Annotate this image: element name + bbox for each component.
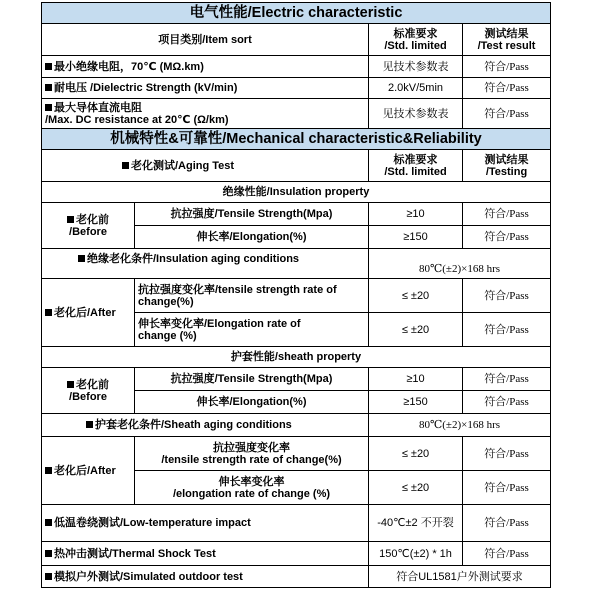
- sheath-conditions-value: 80℃(±2)×168 hrs: [369, 414, 551, 437]
- sheath-title: 护套性能/sheath property: [42, 347, 551, 368]
- bullet-square-icon: [45, 84, 52, 91]
- sheath-tensile-rate-line1: 抗拉强度变化率: [213, 441, 290, 454]
- spec-table: [41, 2, 551, 588]
- insulation-elongation-rate-std: ≤ ±20: [369, 313, 463, 347]
- insulation-before-line2: /Before: [69, 225, 107, 238]
- insulation-elongation-rate-label: [135, 313, 369, 347]
- bullet-square-icon: [45, 63, 52, 70]
- insulation-tensile-rate-std: ≤ ±20: [369, 279, 463, 313]
- low-temp-std: -40℃±2 不开裂: [369, 505, 463, 542]
- sheath-tensile-std: ≥10: [369, 368, 463, 391]
- insulation-before-tensile-row: [42, 203, 551, 226]
- sheath-elongation-rate-std: ≤ ±20: [369, 471, 463, 505]
- insulation-elongation-std: ≥150: [369, 226, 463, 249]
- sheath-elongation-rate-result: 符合/Pass: [463, 471, 551, 505]
- bullet-square-icon: [45, 467, 52, 474]
- bullet-square-icon: [45, 519, 52, 526]
- sheath-conditions-row: [42, 414, 551, 437]
- insulation-conditions-label: 绝缘老化条件/Insulation aging conditions: [87, 253, 300, 265]
- sheath-tensile-result: 符合/Pass: [463, 368, 551, 391]
- bullet-square-icon: [45, 309, 52, 316]
- section-electric: [42, 3, 551, 24]
- insulation-conditions-row: [42, 249, 551, 279]
- sheath-elongation-label: 伸长率/Elongation(%): [135, 391, 369, 414]
- thermal-std: 150℃(±2) * 1h: [369, 542, 463, 566]
- thermal-row: [42, 542, 551, 566]
- aging-header-result-line2: /Testing: [485, 165, 528, 178]
- sheath-conditions-label: 护套老化条件/Sheath aging conditions: [95, 419, 292, 431]
- electric-row-result: 符合/Pass: [463, 56, 551, 78]
- insulation-after-label: 老化后/After: [54, 306, 116, 319]
- low-temp-result: 符合/Pass: [463, 505, 551, 542]
- electric-header-std-line1: 标准要求: [393, 27, 438, 40]
- sheath-before-tensile-row: [42, 368, 551, 391]
- insulation-tensile-label: 抗拉强度/Tensile Strength(Mpa): [135, 203, 369, 226]
- sheath-elongation-rate-line1: 伸长率变化率: [218, 475, 285, 488]
- insulation-after-tensile-row: [42, 279, 551, 313]
- electric-header-result-line2: /Test result: [477, 39, 536, 52]
- sheath-elongation-rate-line2: /elongation rate of change (%): [172, 487, 331, 500]
- insulation-elongation-rate-result: 符合/Pass: [463, 313, 551, 347]
- low-temp-row: [42, 505, 551, 542]
- outdoor-row: [42, 566, 551, 588]
- insulation-before-label: [42, 203, 135, 249]
- bullet-square-icon: [45, 550, 52, 557]
- insulation-elongation-rate-line2: change (%): [138, 329, 197, 342]
- insulation-elongation-rate-line1: 伸长率变化率/Elongation rate of: [138, 317, 301, 330]
- thermal-result: 符合/Pass: [463, 542, 551, 566]
- aging-header-item: 老化测试/Aging Test: [131, 159, 235, 172]
- aging-header-row: [42, 150, 551, 182]
- sheath-tensile-rate-label: [135, 437, 369, 471]
- aging-header-result: [463, 150, 551, 182]
- sheath-tensile-rate-line2: /tensile strength rate of change(%): [161, 453, 342, 466]
- sheath-after-label: 老化后/After: [54, 464, 116, 477]
- section-electric-title: 电气性能/Electric characteristic: [42, 3, 551, 24]
- electric-row-dielectric: [42, 78, 551, 99]
- aging-header-std-line2: /Std. limited: [384, 165, 447, 178]
- low-temp-label: 低温卷绕测试/Low-temperature impact: [54, 517, 251, 529]
- electric-header-result-line1: 测试结果: [484, 27, 529, 40]
- aging-header-std: [369, 150, 463, 182]
- insulation-tensile-result: 符合/Pass: [463, 203, 551, 226]
- electric-row-std: 见技术参数表: [369, 99, 463, 129]
- insulation-conditions-value: 80℃(±2)×168 hrs: [369, 249, 551, 279]
- sheath-tensile-label: 抗拉强度/Tensile Strength(Mpa): [135, 368, 369, 391]
- insulation-tensile-rate-result: 符合/Pass: [463, 279, 551, 313]
- outdoor-label: 模拟户外测试/Simulated outdoor test: [54, 570, 243, 583]
- sheath-elongation-result: 符合/Pass: [463, 391, 551, 414]
- section-mechanical-title: 机械特性&可靠性/Mechanical characteristic&Reliability: [42, 129, 551, 150]
- electric-row-insulation-resistance: [42, 56, 551, 78]
- insulation-tensile-rate-line2: change(%): [138, 295, 194, 308]
- insulation-tensile-std: ≥10: [369, 203, 463, 226]
- electric-header-result: [463, 24, 551, 56]
- insulation-title-row: [42, 182, 551, 203]
- sheath-after-tensile-row: [42, 437, 551, 471]
- electric-row-label-line1: 最大导体直流电阻: [54, 101, 142, 114]
- electric-row-label: 最小绝缘电阻，70℃ (MΩ.km): [54, 60, 204, 73]
- sheath-before-line1: 老化前: [76, 378, 109, 391]
- insulation-tensile-rate-line1: 抗拉强度变化率/tensile strength rate of: [138, 283, 337, 296]
- electric-header-std: [369, 24, 463, 56]
- insulation-elongation-label: 伸长率/Elongation(%): [135, 226, 369, 249]
- sheath-after-label-cell: [42, 437, 135, 505]
- outdoor-value: 符合UL1581户外测试要求: [369, 566, 551, 588]
- sheath-before-label: [42, 368, 135, 414]
- electric-row-result: 符合/Pass: [463, 78, 551, 99]
- sheath-elongation-std: ≥150: [369, 391, 463, 414]
- bullet-square-icon: [45, 573, 52, 580]
- electric-row-label-line2: /Max. DC resistance at 20℃ (Ω/km): [45, 113, 229, 126]
- sheath-tensile-rate-std: ≤ ±20: [369, 437, 463, 471]
- electric-row-result: 符合/Pass: [463, 99, 551, 129]
- electric-header-item: 项目类别/Item sort: [42, 24, 369, 56]
- sheath-title-row: [42, 347, 551, 368]
- thermal-label: 热冲击测试/Thermal Shock Test: [54, 547, 216, 560]
- electric-row-std: 见技术参数表: [369, 56, 463, 78]
- bullet-square-icon: [45, 104, 52, 111]
- aging-header-std-line1: 标准要求: [393, 153, 438, 166]
- aging-header-result-line1: 测试结果: [484, 153, 529, 166]
- bullet-square-icon: [67, 216, 74, 223]
- sheath-tensile-rate-result: 符合/Pass: [463, 437, 551, 471]
- electric-row-dc-resistance: [42, 99, 551, 129]
- electric-row-label: 耐电压 /Dielectric Strength (kV/min): [54, 82, 238, 94]
- insulation-tensile-rate-label: [135, 279, 369, 313]
- section-mechanical: [42, 129, 551, 150]
- sheath-elongation-rate-label: [135, 471, 369, 505]
- electric-header-row: [42, 24, 551, 56]
- bullet-square-icon: [122, 162, 129, 169]
- insulation-before-line1: 老化前: [76, 213, 109, 226]
- insulation-elongation-result: 符合/Pass: [463, 226, 551, 249]
- bullet-square-icon: [86, 421, 93, 428]
- sheath-before-line2: /Before: [69, 390, 107, 403]
- bullet-square-icon: [78, 255, 85, 262]
- insulation-after-label-cell: [42, 279, 135, 347]
- bullet-square-icon: [67, 381, 74, 388]
- insulation-title: 绝缘性能/Insulation property: [42, 182, 551, 203]
- electric-row-std: 2.0kV/5min: [369, 78, 463, 99]
- electric-header-std-line2: /Std. limited: [384, 39, 447, 52]
